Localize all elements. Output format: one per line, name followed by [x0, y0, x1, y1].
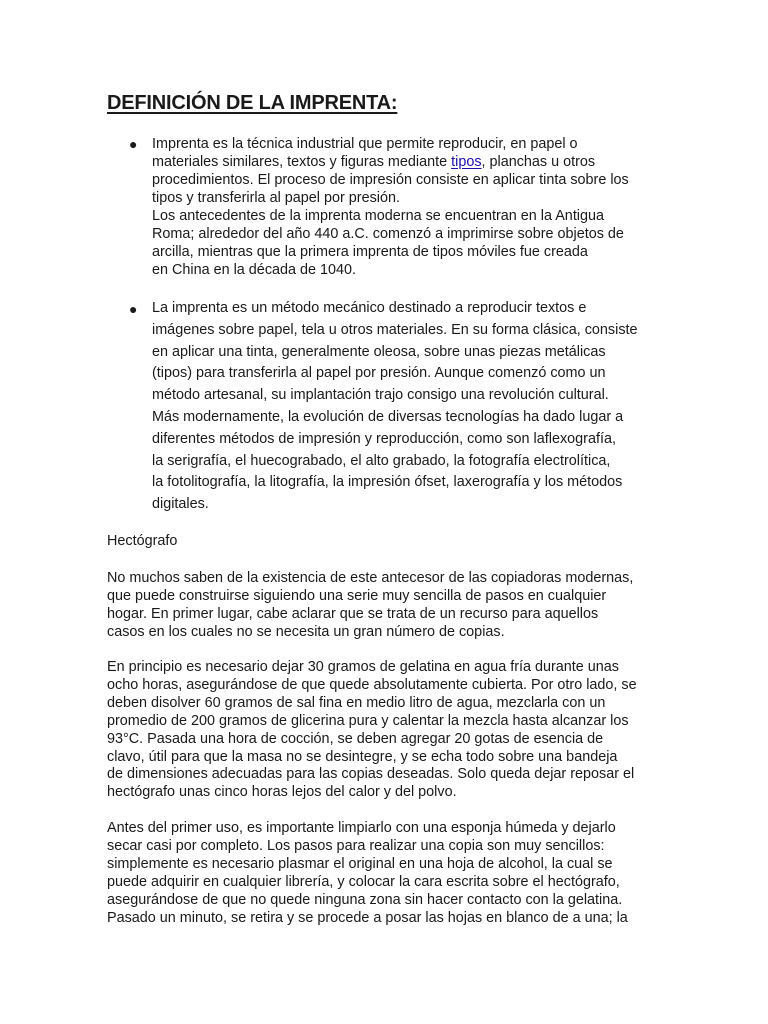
text-line: deben disolver 60 gramos de sal fina en medio litro de agua, mezclarla con un	[107, 694, 606, 711]
section-heading-hectografo	[107, 533, 667, 551]
text-line: la fotolitografía, la litografía, la impresión ófset, laxerografía y los métodos	[152, 474, 623, 491]
bullet-list-definition-2	[129, 298, 692, 516]
text-line: que puede construirse siguiendo una serie muy sencilla de pasos en cualquier	[107, 587, 607, 604]
paragraph-intro	[107, 570, 667, 642]
bullet-list-definition-1	[129, 135, 692, 279]
text-line: método artesanal, su implantación trajo consigo una revolución cultural.	[152, 387, 609, 404]
text-line: secar casi por completo. Los pasos para realizar una copia son muy sencillos:	[107, 837, 605, 854]
text-line: Más modernamente, la evolución de diversas tecnologías ha dado lugar a	[152, 408, 624, 425]
text-line: En principio es necesario dejar 30 gramos de gelatina en agua fría durante unas	[107, 659, 619, 675]
text-line: No muchos saben de la existencia de este antecesor de las copiadoras modernas,	[107, 570, 634, 586]
text-line: digitales.	[152, 496, 209, 513]
text-line: procedimientos. El proceso de impresión consiste en aplicar tinta sobre los	[152, 172, 629, 188]
text-line: simplemente es necesario plasmar el original en una hoja de alcohol, la cual se	[107, 855, 613, 872]
text-line: 93°C. Pasada una hora de cocción, se deben agregar 20 gotas de esencia de	[107, 730, 604, 747]
bullet-dot-icon: ●	[129, 301, 138, 317]
text-line: imágenes sobre papel, tela u otros materiales. En su forma clásica, consiste	[152, 321, 638, 338]
text-line: Pasado un minuto, se retira y se procede a posar las hojas en blanco de a una; la	[107, 909, 628, 926]
paragraph-usage	[107, 820, 667, 927]
text-line: en China en la década de 1040.	[152, 262, 357, 278]
text-line	[152, 153, 692, 171]
text-line: casos en los cuales no se necesita un gran número de copias.	[107, 623, 505, 640]
text-line: hectógrafo unas cinco horas lejos del calor y del polvo.	[107, 784, 457, 801]
text-line: la serigrafía, el huecograbado, el alto grabado, la fotografía electrolítica,	[152, 452, 611, 469]
paragraph-preparation	[107, 659, 667, 802]
text-line: hogar. En primer lugar, cabe aclarar que se trata de un recurso para aquellos	[107, 605, 599, 622]
text-line: tipos y transferirla al papel por presión.	[152, 190, 400, 206]
text-line: diferentes métodos de impresión y reproducción, como son laflexografía,	[152, 430, 616, 447]
text-line: (tipos) para transferirla al papel por presión. Aunque comenzó como un	[152, 365, 606, 382]
bullet-dot-icon: ●	[129, 136, 138, 152]
text-line: en aplicar una tinta, generalmente oleosa, sobre unas piezas metálicas	[152, 343, 606, 360]
text-line: Hectógrafo	[107, 533, 178, 549]
page-title: DEFINICIÓN DE LA IMPRENTA:	[107, 92, 398, 114]
bullet-item	[129, 298, 692, 516]
text-line: ocho horas, asegurándose de que quede absolutamente cubierta. Por otro lado, se	[107, 676, 637, 693]
text-line: arcilla, mientras que la primera imprenta de tipos móviles fue creada	[152, 244, 588, 260]
bullet-item	[129, 135, 692, 279]
text-line: Imprenta es la técnica industrial que permite reproducir, en papel o	[152, 136, 578, 152]
text-segment: , planchas u otros	[481, 154, 596, 170]
tipos-link[interactable]: tipos	[451, 154, 482, 170]
text-line: La imprenta es un método mecánico destinado a reproducir textos e	[152, 300, 587, 316]
text-line: Los antecedentes de la imprenta moderna se encuentran en la Antigua	[152, 208, 605, 224]
text-line: Roma; alrededor del año 440 a.C. comenzó a imprimirse sobre objetos de	[152, 226, 624, 242]
text-line: puede adquirir en cualquier librería, y colocar la cara escrita sobre el hectógrafo,	[107, 873, 620, 890]
text-line: promedio de 200 gramos de glicerina pura y calentar la mezcla hasta alcanzar los	[107, 712, 629, 729]
text-segment: materiales similares, textos y figuras mediante	[152, 154, 452, 170]
text-line: clavo, útil para que la masa no se desintegre, y se echa todo sobre una bandeja	[107, 748, 618, 765]
text-line: asegurándose de que no quede ninguna zona sin hacer contacto con la gelatina.	[107, 891, 623, 908]
text-line: Antes del primer uso, es importante limpiarlo con una esponja húmeda y dejarlo	[107, 820, 616, 836]
text-line: de dimensiones adecuadas para las copias deseadas. Solo queda dejar reposar el	[107, 766, 635, 783]
